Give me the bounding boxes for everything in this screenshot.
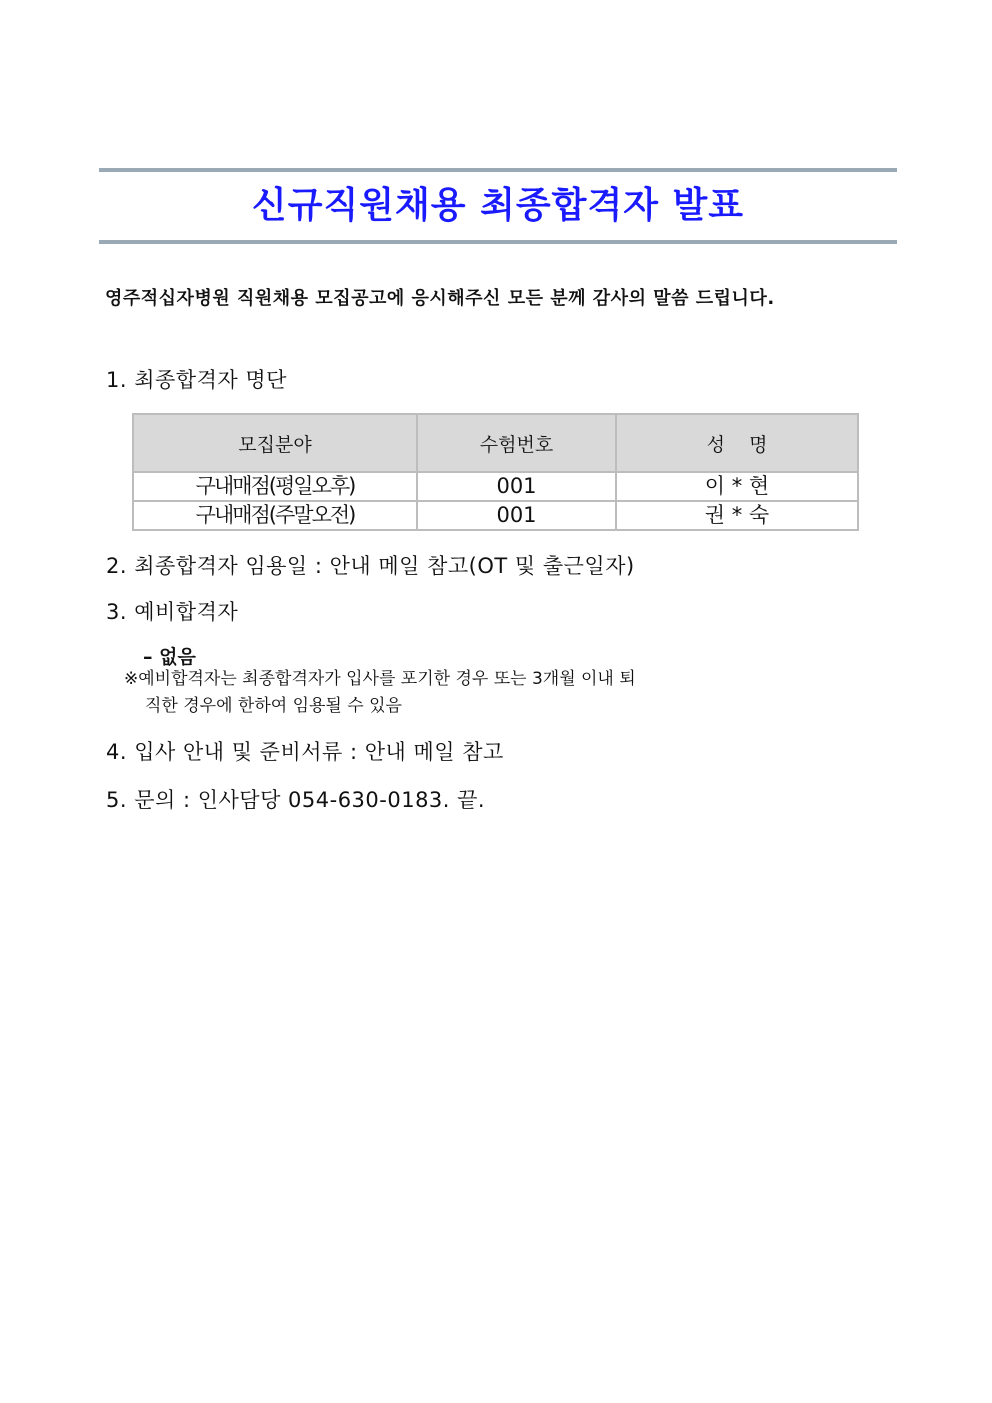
header-name: 성 명 — [616, 414, 858, 472]
header-field: 모집분야 — [133, 414, 417, 472]
section-contact: 5. 문의 : 인사담당 054-630-0183. 끝. — [106, 788, 486, 812]
section-onboarding: 4. 입사 안내 및 준비서류 : 안내 메일 참고 — [106, 740, 504, 764]
reserve-note-line2: 직한 경우에 한하여 임용될 수 있음 — [145, 696, 402, 716]
reserve-note-line1: ※예비합격자는 최종합격자가 입사를 포기한 경우 또는 3개월 이내 퇴 — [124, 669, 636, 689]
reserve-none: – 없음 — [143, 646, 196, 668]
page-title: 신규직원채용 최종합격자 발표 — [251, 185, 745, 226]
section-reserve-heading: 3. 예비합격자 — [106, 600, 239, 624]
cell-field: 구내매점(평일오후) — [133, 472, 417, 501]
section-final-list-heading: 1. 최종합격자 명단 — [106, 368, 287, 392]
cell-field: 구내매점(주말오전) — [133, 501, 417, 530]
cell-name: 이 * 현 — [616, 472, 858, 501]
intro-text: 영주적십자병원 직원채용 모집공고에 응시해주신 모든 분께 감사의 말씀 드립니다. — [105, 288, 775, 309]
title-rule-bottom — [99, 240, 897, 244]
title-rule-top — [99, 168, 897, 172]
cell-exam-number: 001 — [417, 472, 616, 501]
table-row — [133, 501, 858, 530]
reserve-note — [124, 666, 636, 720]
final-list-table — [132, 413, 859, 531]
final-list-table-wrap — [132, 413, 859, 531]
table-row — [133, 472, 858, 501]
cell-exam-number: 001 — [417, 501, 616, 530]
cell-name: 권 * 숙 — [616, 501, 858, 530]
section-appointment-date: 2. 최종합격자 임용일 : 안내 메일 참고(OT 및 출근일자) — [106, 554, 635, 578]
table-header-row — [133, 414, 858, 472]
header-exam-number: 수험번호 — [417, 414, 616, 472]
